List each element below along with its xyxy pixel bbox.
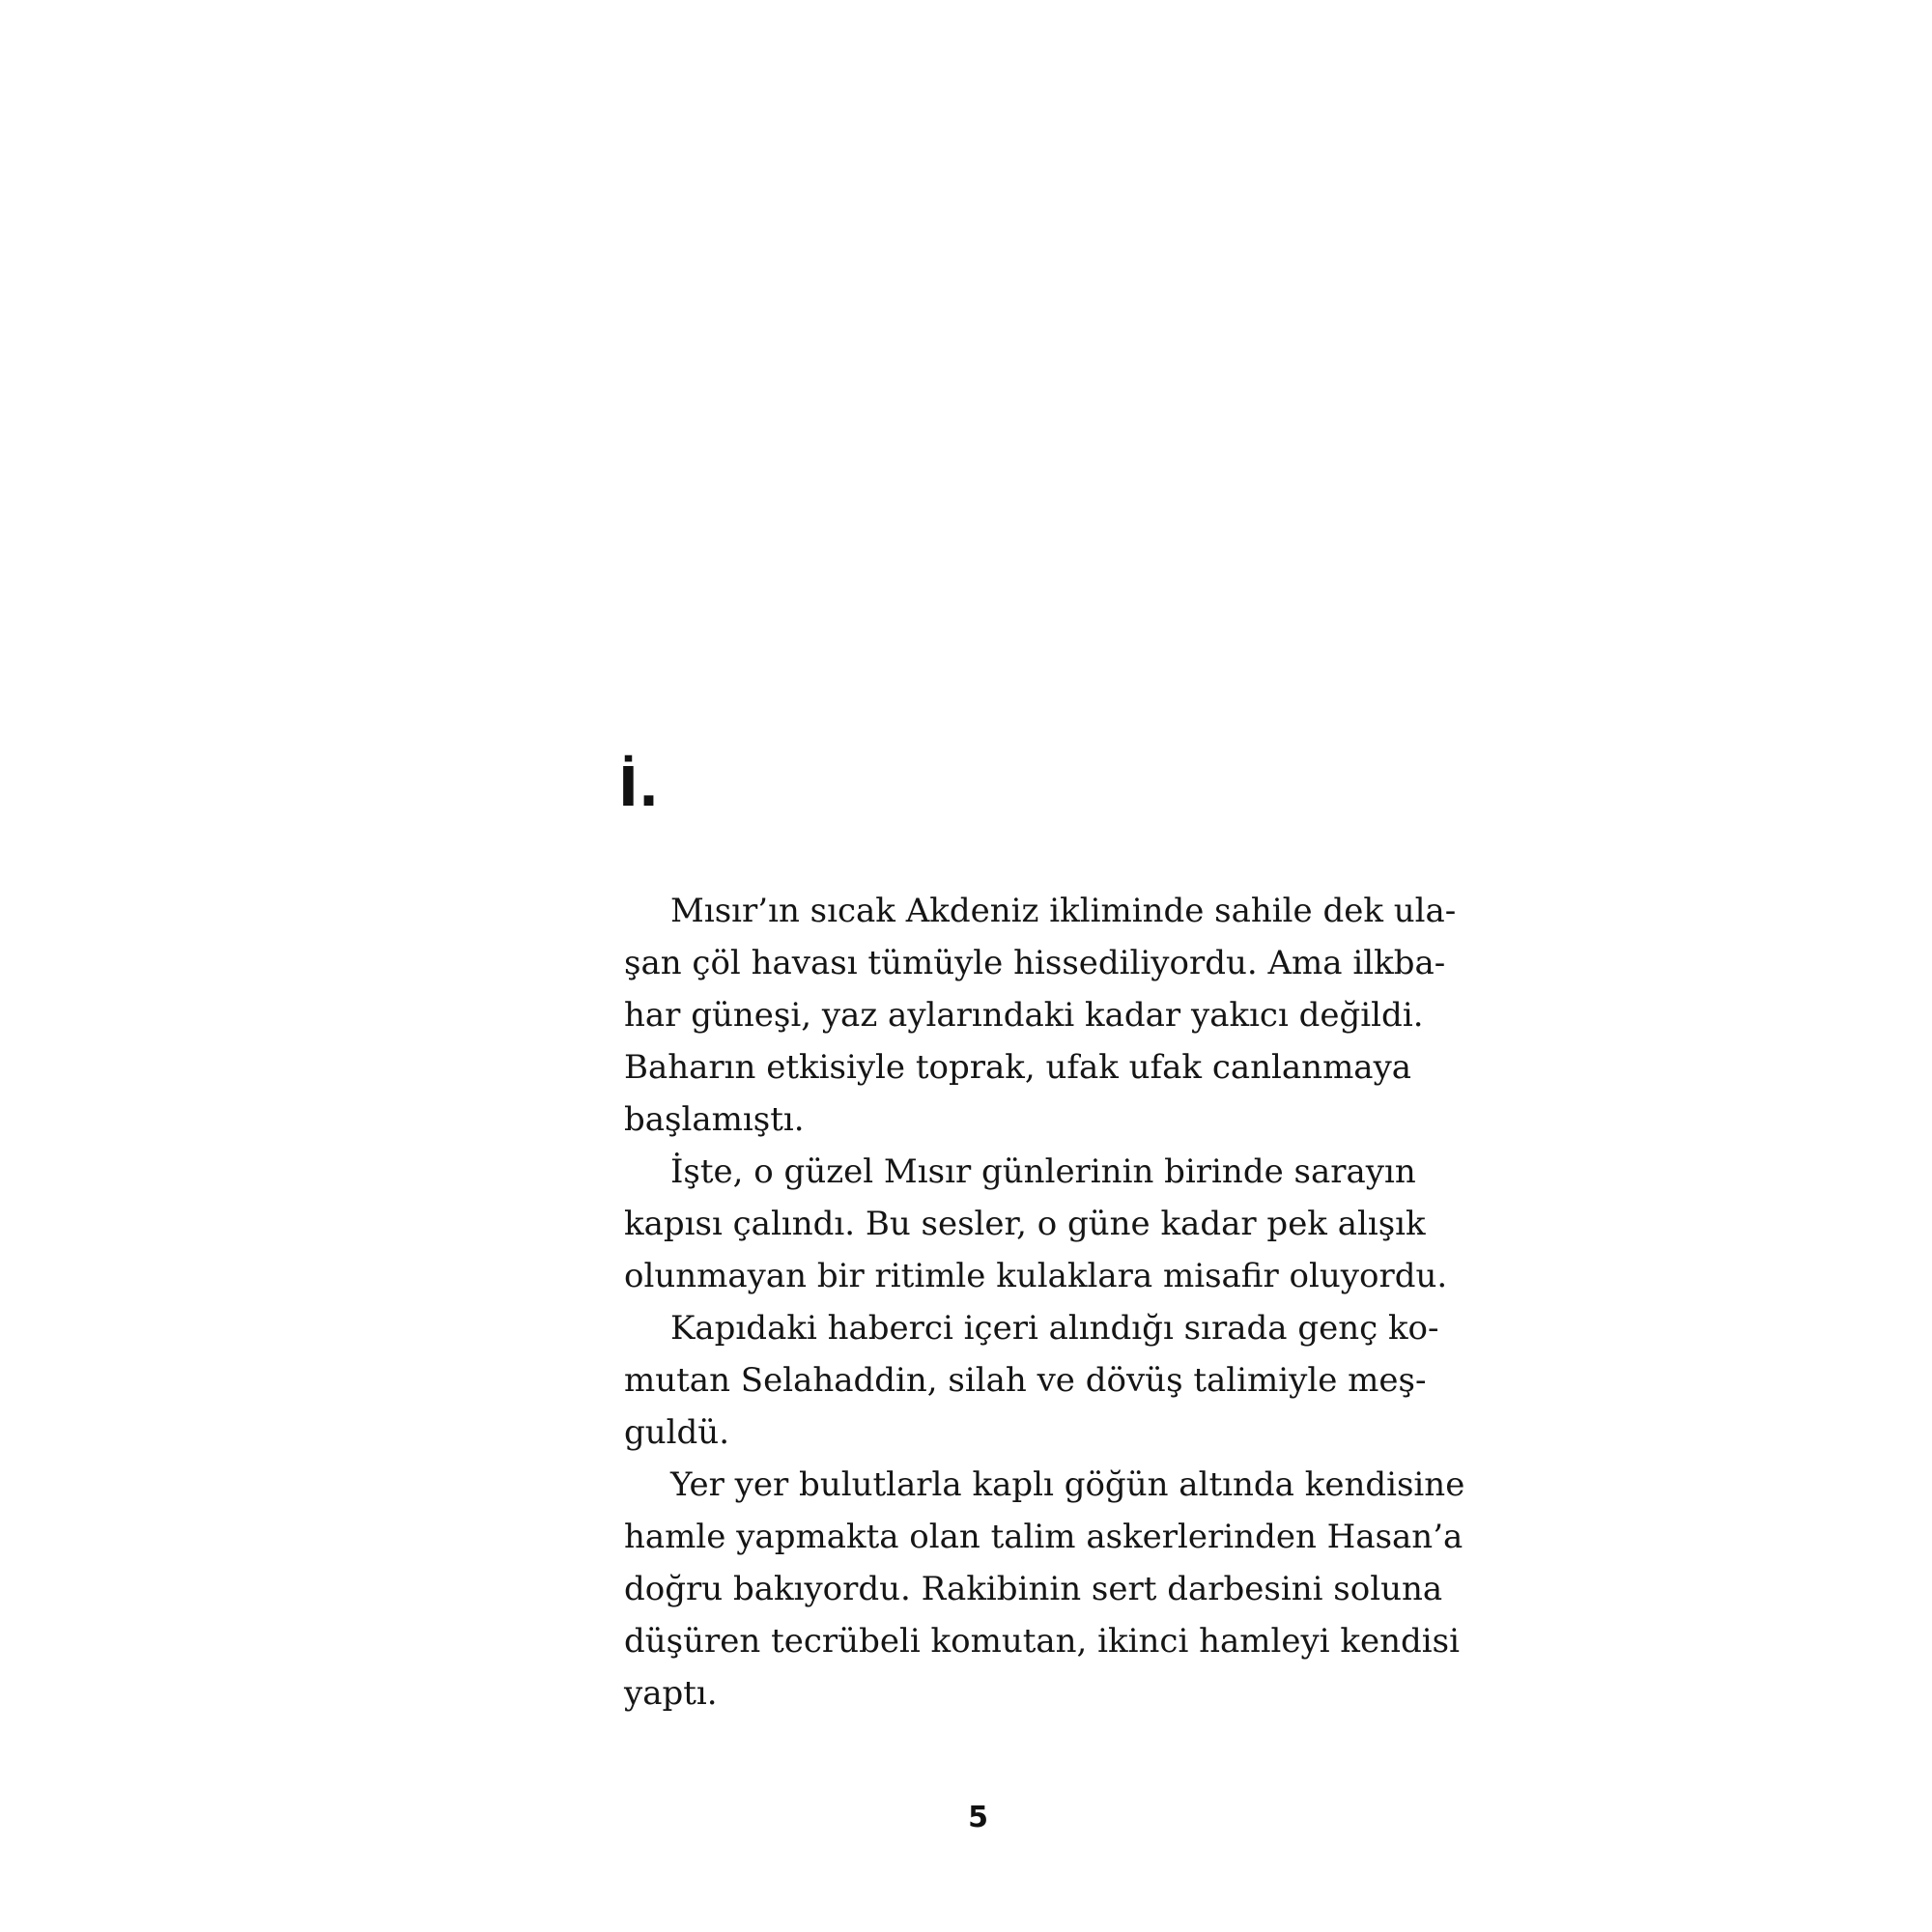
text-line: yaptı. (624, 1674, 718, 1713)
text-line: guldü. (624, 1413, 730, 1452)
text-line: Mısır’ın sıcak Akdeniz ikliminde sahile dek ula- (670, 892, 1457, 930)
text-line: olunmayan bir ritimle kulaklara misafir oluyordu. (624, 1257, 1448, 1295)
text-line: mutan Selahaddin, silah ve dövüş talimiyle meş- (624, 1361, 1427, 1400)
text-line: Baharın etkisiyle toprak, ufak ufak canlanmaya (624, 1048, 1412, 1087)
text-line: Kapıdaki haberci içeri alındığı sırada genç ko- (670, 1309, 1439, 1348)
paragraph (578, 1146, 1448, 1302)
text-line: başlamıştı. (624, 1100, 805, 1139)
text-line: Yer yer bulutlarla kaplı göğün altında kendisine (670, 1465, 1465, 1504)
chapter-body (578, 885, 1465, 1719)
paragraph (578, 885, 1457, 1146)
text-line: har güneşi, yaz aylarındaki kadar yakıcı değildi. (624, 996, 1424, 1035)
text-line: İşte, o güzel Mısır günlerinin birinde sarayın (670, 1152, 1416, 1191)
page-number: 5 (968, 1801, 988, 1834)
text-line: doğru bakıyordu. Rakibinin sert darbesini soluna (624, 1570, 1443, 1608)
text-line: şan çöl havası tümüyle hissediliyordu. Ama ilkba- (624, 944, 1446, 982)
text-line: düşüren tecrübeli komutan, ikinci hamleyi kendisi (624, 1622, 1461, 1661)
text-line: kapısı çalındı. Bu sesler, o güne kadar pek alışık (624, 1205, 1426, 1243)
text-line: hamle yapmakta olan talim askerlerinden Hasan’a (624, 1518, 1463, 1556)
paragraph (578, 1459, 1465, 1719)
chapter-number: İ. (618, 756, 660, 819)
paragraph (578, 1302, 1439, 1459)
